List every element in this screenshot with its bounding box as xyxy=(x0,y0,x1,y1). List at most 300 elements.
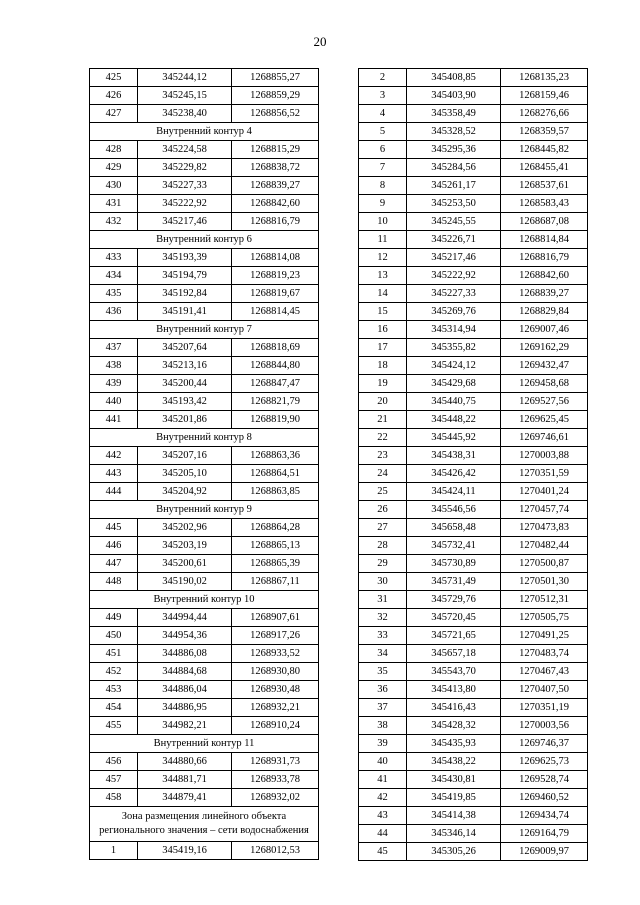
table-row xyxy=(90,771,319,789)
point-number: 429 xyxy=(90,159,138,177)
coord-x: 345253,50 xyxy=(407,195,501,213)
point-number: 41 xyxy=(359,771,407,789)
table-row xyxy=(90,699,319,717)
coord-x: 345217,46 xyxy=(407,249,501,267)
table-row xyxy=(90,537,319,555)
point-number: 439 xyxy=(90,375,138,393)
coord-x: 344886,08 xyxy=(138,645,232,663)
point-number: 44 xyxy=(359,825,407,843)
table-row xyxy=(359,159,588,177)
coord-x: 345245,15 xyxy=(138,87,232,105)
coord-x: 345543,70 xyxy=(407,663,501,681)
coord-x: 345731,49 xyxy=(407,573,501,591)
point-number: 40 xyxy=(359,753,407,771)
table-row xyxy=(359,105,588,123)
coord-x: 345217,46 xyxy=(138,213,232,231)
coord-y: 1268819,23 xyxy=(232,267,319,285)
point-number: 33 xyxy=(359,627,407,645)
coord-x: 345438,22 xyxy=(407,753,501,771)
point-number: 440 xyxy=(90,393,138,411)
coord-x: 345202,96 xyxy=(138,519,232,537)
coord-y: 1270512,31 xyxy=(501,591,588,609)
coord-x: 344982,21 xyxy=(138,717,232,735)
point-number: 19 xyxy=(359,375,407,393)
table-row xyxy=(359,213,588,231)
table-row xyxy=(359,501,588,519)
coord-y: 1268687,08 xyxy=(501,213,588,231)
table-row xyxy=(90,627,319,645)
coord-y: 1270505,75 xyxy=(501,609,588,627)
coord-x: 345229,82 xyxy=(138,159,232,177)
point-number: 434 xyxy=(90,267,138,285)
table-row xyxy=(359,357,588,375)
coord-x: 345429,68 xyxy=(407,375,501,393)
coord-y: 1269007,46 xyxy=(501,321,588,339)
point-number: 38 xyxy=(359,717,407,735)
point-number: 11 xyxy=(359,231,407,249)
coord-y: 1270407,50 xyxy=(501,681,588,699)
coord-x: 345204,92 xyxy=(138,483,232,501)
point-number: 6 xyxy=(359,141,407,159)
table-row xyxy=(359,519,588,537)
point-number: 9 xyxy=(359,195,407,213)
table-row xyxy=(359,573,588,591)
coord-y: 1268863,36 xyxy=(232,447,319,465)
point-number: 428 xyxy=(90,141,138,159)
table-row xyxy=(359,627,588,645)
point-number: 444 xyxy=(90,483,138,501)
coord-x: 344884,68 xyxy=(138,663,232,681)
coord-x: 345658,48 xyxy=(407,519,501,537)
point-number: 16 xyxy=(359,321,407,339)
table-row xyxy=(359,285,588,303)
coord-x: 345445,92 xyxy=(407,429,501,447)
point-number: 426 xyxy=(90,87,138,105)
coord-y: 1268864,51 xyxy=(232,465,319,483)
table-row xyxy=(359,321,588,339)
coord-y: 1268864,28 xyxy=(232,519,319,537)
coord-y: 1268907,61 xyxy=(232,609,319,627)
point-number: 17 xyxy=(359,339,407,357)
coord-x: 345424,11 xyxy=(407,483,501,501)
coord-y: 1268844,80 xyxy=(232,357,319,375)
coord-x: 345245,55 xyxy=(407,213,501,231)
table-row xyxy=(359,195,588,213)
zone-title: Зона размещения линейного объекта регионального значения – сети водоснабжения xyxy=(90,807,319,842)
table-row xyxy=(359,789,588,807)
point-number: 7 xyxy=(359,159,407,177)
table-row xyxy=(359,843,588,861)
coord-y: 1270401,24 xyxy=(501,483,588,501)
coord-y: 1269746,61 xyxy=(501,429,588,447)
table-row xyxy=(359,177,588,195)
coord-x: 345440,75 xyxy=(407,393,501,411)
coord-y: 1269164,79 xyxy=(501,825,588,843)
coord-x: 345227,33 xyxy=(138,177,232,195)
table-row xyxy=(359,249,588,267)
coord-y: 1269625,73 xyxy=(501,753,588,771)
coord-y: 1268818,69 xyxy=(232,339,319,357)
point-number: 438 xyxy=(90,357,138,375)
table-row xyxy=(359,645,588,663)
coord-y: 1269528,74 xyxy=(501,771,588,789)
coordinates-table-left xyxy=(89,68,319,860)
table-row xyxy=(90,663,319,681)
coord-y: 1268865,39 xyxy=(232,555,319,573)
table-row xyxy=(90,789,319,807)
coord-y: 1268814,45 xyxy=(232,303,319,321)
point-number: 42 xyxy=(359,789,407,807)
point-number: 450 xyxy=(90,627,138,645)
coord-x: 345408,85 xyxy=(407,69,501,87)
coord-x: 345328,52 xyxy=(407,123,501,141)
coord-y: 1270467,43 xyxy=(501,663,588,681)
coord-y: 1268930,48 xyxy=(232,681,319,699)
coord-y: 1268838,72 xyxy=(232,159,319,177)
point-number: 445 xyxy=(90,519,138,537)
coord-x: 345416,43 xyxy=(407,699,501,717)
coord-y: 1268537,61 xyxy=(501,177,588,195)
coord-y: 1268932,21 xyxy=(232,699,319,717)
point-number: 436 xyxy=(90,303,138,321)
coord-x: 345224,58 xyxy=(138,141,232,159)
point-number: 43 xyxy=(359,807,407,825)
coord-x: 345191,41 xyxy=(138,303,232,321)
table-row xyxy=(359,771,588,789)
point-number: 427 xyxy=(90,105,138,123)
coord-x: 345201,86 xyxy=(138,411,232,429)
point-number: 448 xyxy=(90,573,138,591)
table-row xyxy=(359,699,588,717)
coord-y: 1270457,74 xyxy=(501,501,588,519)
point-number: 14 xyxy=(359,285,407,303)
point-number: 4 xyxy=(359,105,407,123)
coord-y: 1270003,56 xyxy=(501,717,588,735)
coord-y: 1269434,74 xyxy=(501,807,588,825)
zone-header-row xyxy=(90,807,319,842)
coord-y: 1269458,68 xyxy=(501,375,588,393)
point-number: 35 xyxy=(359,663,407,681)
contour-title: Внутренний контур 9 xyxy=(90,501,319,519)
coord-x: 345355,82 xyxy=(407,339,501,357)
table-row xyxy=(90,609,319,627)
coord-x: 345190,02 xyxy=(138,573,232,591)
coord-y: 1268856,52 xyxy=(232,105,319,123)
coord-y: 1268867,11 xyxy=(232,573,319,591)
point-number: 453 xyxy=(90,681,138,699)
coord-x: 344880,66 xyxy=(138,753,232,771)
coord-y: 1270351,59 xyxy=(501,465,588,483)
coord-y: 1270351,19 xyxy=(501,699,588,717)
contour-title: Внутренний контур 8 xyxy=(90,429,319,447)
coord-x: 345314,94 xyxy=(407,321,501,339)
coord-x: 345546,56 xyxy=(407,501,501,519)
coord-y: 1268821,79 xyxy=(232,393,319,411)
table-row xyxy=(90,555,319,573)
coord-x: 345244,12 xyxy=(138,69,232,87)
point-number: 457 xyxy=(90,771,138,789)
coord-y: 1269460,52 xyxy=(501,789,588,807)
coord-x: 345721,65 xyxy=(407,627,501,645)
coord-y: 1268583,43 xyxy=(501,195,588,213)
point-number: 437 xyxy=(90,339,138,357)
point-number: 22 xyxy=(359,429,407,447)
contour-header-row xyxy=(90,123,319,141)
contour-header-row xyxy=(90,591,319,609)
coord-y: 1268933,52 xyxy=(232,645,319,663)
table-row xyxy=(359,123,588,141)
coord-y: 1268159,46 xyxy=(501,87,588,105)
coord-x: 345305,26 xyxy=(407,843,501,861)
table-row xyxy=(90,573,319,591)
table-row xyxy=(90,753,319,771)
point-number: 30 xyxy=(359,573,407,591)
table-row xyxy=(359,753,588,771)
point-number: 441 xyxy=(90,411,138,429)
table-row xyxy=(359,393,588,411)
table-row xyxy=(90,339,319,357)
contour-header-row xyxy=(90,735,319,753)
coord-x: 345284,56 xyxy=(407,159,501,177)
coord-x: 345200,44 xyxy=(138,375,232,393)
point-number: 15 xyxy=(359,303,407,321)
table-row xyxy=(359,825,588,843)
point-number: 2 xyxy=(359,69,407,87)
table-row xyxy=(90,285,319,303)
point-number: 26 xyxy=(359,501,407,519)
table-row xyxy=(90,267,319,285)
table-row xyxy=(359,555,588,573)
coord-y: 1268863,85 xyxy=(232,483,319,501)
table-row xyxy=(359,483,588,501)
coord-x: 345428,32 xyxy=(407,717,501,735)
coord-x: 344879,41 xyxy=(138,789,232,807)
table-row xyxy=(90,411,319,429)
page-number: 20 xyxy=(313,34,327,49)
coord-x: 345403,90 xyxy=(407,87,501,105)
coord-x: 344886,95 xyxy=(138,699,232,717)
point-number: 20 xyxy=(359,393,407,411)
point-number: 455 xyxy=(90,717,138,735)
coord-x: 345426,42 xyxy=(407,465,501,483)
point-number: 23 xyxy=(359,447,407,465)
point-number: 5 xyxy=(359,123,407,141)
coord-x: 345414,38 xyxy=(407,807,501,825)
coordinates-table-right xyxy=(358,68,588,861)
point-number: 454 xyxy=(90,699,138,717)
coord-y: 1269432,47 xyxy=(501,357,588,375)
coord-x: 345419,16 xyxy=(138,842,232,860)
point-number: 443 xyxy=(90,465,138,483)
table-row xyxy=(90,465,319,483)
coord-y: 1268847,47 xyxy=(232,375,319,393)
coord-x: 345200,61 xyxy=(138,555,232,573)
coord-x: 345207,64 xyxy=(138,339,232,357)
table-row xyxy=(90,393,319,411)
point-number: 456 xyxy=(90,753,138,771)
coord-y: 1269009,97 xyxy=(501,843,588,861)
table-row xyxy=(359,537,588,555)
coord-y: 1270500,87 xyxy=(501,555,588,573)
point-number: 3 xyxy=(359,87,407,105)
table-row xyxy=(90,141,319,159)
coord-x: 345203,19 xyxy=(138,537,232,555)
coord-x: 345424,12 xyxy=(407,357,501,375)
table-row xyxy=(90,177,319,195)
table-row xyxy=(359,717,588,735)
coord-y: 1268276,66 xyxy=(501,105,588,123)
coord-y: 1268135,23 xyxy=(501,69,588,87)
coord-x: 345358,49 xyxy=(407,105,501,123)
coord-y: 1268819,90 xyxy=(232,411,319,429)
point-number: 431 xyxy=(90,195,138,213)
coord-y: 1268829,84 xyxy=(501,303,588,321)
coord-x: 345729,76 xyxy=(407,591,501,609)
coord-x: 345213,16 xyxy=(138,357,232,375)
coord-x: 344954,36 xyxy=(138,627,232,645)
point-number: 458 xyxy=(90,789,138,807)
contour-title: Внутренний контур 7 xyxy=(90,321,319,339)
table-row xyxy=(90,69,319,87)
table-row xyxy=(359,339,588,357)
table-row xyxy=(359,69,588,87)
point-number: 8 xyxy=(359,177,407,195)
coord-x: 344886,04 xyxy=(138,681,232,699)
coord-x: 345419,85 xyxy=(407,789,501,807)
point-number: 425 xyxy=(90,69,138,87)
table-row xyxy=(359,465,588,483)
table-row xyxy=(90,645,319,663)
table-row xyxy=(359,447,588,465)
point-number: 1 xyxy=(90,842,138,860)
table-row xyxy=(90,842,319,860)
table-row xyxy=(90,483,319,501)
coord-y: 1268865,13 xyxy=(232,537,319,555)
point-number: 12 xyxy=(359,249,407,267)
table-row xyxy=(90,87,319,105)
point-number: 435 xyxy=(90,285,138,303)
table-row xyxy=(90,519,319,537)
point-number: 34 xyxy=(359,645,407,663)
point-number: 432 xyxy=(90,213,138,231)
table-row xyxy=(90,195,319,213)
point-number: 10 xyxy=(359,213,407,231)
point-number: 452 xyxy=(90,663,138,681)
coord-y: 1268816,79 xyxy=(232,213,319,231)
table-row xyxy=(359,609,588,627)
point-number: 36 xyxy=(359,681,407,699)
coord-y: 1268932,02 xyxy=(232,789,319,807)
contour-header-row xyxy=(90,321,319,339)
table-row xyxy=(359,591,588,609)
coord-y: 1268855,27 xyxy=(232,69,319,87)
coord-y: 1268933,78 xyxy=(232,771,319,789)
table-row xyxy=(359,231,588,249)
coord-y: 1268842,60 xyxy=(501,267,588,285)
point-number: 451 xyxy=(90,645,138,663)
point-number: 37 xyxy=(359,699,407,717)
coord-x: 345207,16 xyxy=(138,447,232,465)
point-number: 449 xyxy=(90,609,138,627)
table-row xyxy=(90,213,319,231)
coord-x: 345222,92 xyxy=(407,267,501,285)
table-row xyxy=(359,411,588,429)
coord-y: 1268917,26 xyxy=(232,627,319,645)
point-number: 446 xyxy=(90,537,138,555)
coord-x: 345438,31 xyxy=(407,447,501,465)
coord-x: 345193,39 xyxy=(138,249,232,267)
coord-x: 345448,22 xyxy=(407,411,501,429)
table-row xyxy=(359,681,588,699)
coord-x: 345732,41 xyxy=(407,537,501,555)
coord-x: 345194,79 xyxy=(138,267,232,285)
coord-y: 1268455,41 xyxy=(501,159,588,177)
coord-y: 1268814,08 xyxy=(232,249,319,267)
point-number: 21 xyxy=(359,411,407,429)
coord-x: 345730,89 xyxy=(407,555,501,573)
coord-x: 345657,18 xyxy=(407,645,501,663)
coord-y: 1268839,27 xyxy=(232,177,319,195)
point-number: 27 xyxy=(359,519,407,537)
coord-x: 345238,40 xyxy=(138,105,232,123)
table-row xyxy=(359,429,588,447)
coord-x: 345346,14 xyxy=(407,825,501,843)
coord-x: 345720,45 xyxy=(407,609,501,627)
table-row xyxy=(359,807,588,825)
coord-y: 1270491,25 xyxy=(501,627,588,645)
coord-y: 1269162,29 xyxy=(501,339,588,357)
table-row xyxy=(90,249,319,267)
coord-x: 345413,80 xyxy=(407,681,501,699)
point-number: 39 xyxy=(359,735,407,753)
coord-x: 345205,10 xyxy=(138,465,232,483)
coord-x: 344994,44 xyxy=(138,609,232,627)
coord-y: 1269527,56 xyxy=(501,393,588,411)
coord-y: 1268842,60 xyxy=(232,195,319,213)
table-row xyxy=(90,375,319,393)
contour-title: Внутренний контур 10 xyxy=(90,591,319,609)
coord-y: 1268012,53 xyxy=(232,842,319,860)
coord-y: 1270483,74 xyxy=(501,645,588,663)
coord-x: 345269,76 xyxy=(407,303,501,321)
point-number: 32 xyxy=(359,609,407,627)
table-row xyxy=(90,159,319,177)
point-number: 433 xyxy=(90,249,138,267)
coord-y: 1268931,73 xyxy=(232,753,319,771)
contour-title: Внутренний контур 6 xyxy=(90,231,319,249)
point-number: 18 xyxy=(359,357,407,375)
table-row xyxy=(90,303,319,321)
table-row xyxy=(359,375,588,393)
table-row xyxy=(359,303,588,321)
coord-x: 345192,84 xyxy=(138,285,232,303)
table-row xyxy=(90,681,319,699)
coord-x: 345222,92 xyxy=(138,195,232,213)
coord-y: 1270473,83 xyxy=(501,519,588,537)
table-row xyxy=(359,87,588,105)
point-number: 430 xyxy=(90,177,138,195)
coord-y: 1270482,44 xyxy=(501,537,588,555)
coord-y: 1268819,67 xyxy=(232,285,319,303)
point-number: 24 xyxy=(359,465,407,483)
table-row xyxy=(359,735,588,753)
coord-y: 1268859,29 xyxy=(232,87,319,105)
coord-y: 1268814,84 xyxy=(501,231,588,249)
contour-title: Внутренний контур 11 xyxy=(90,735,319,753)
coord-y: 1269746,37 xyxy=(501,735,588,753)
coord-y: 1270003,88 xyxy=(501,447,588,465)
coord-x: 345227,33 xyxy=(407,285,501,303)
